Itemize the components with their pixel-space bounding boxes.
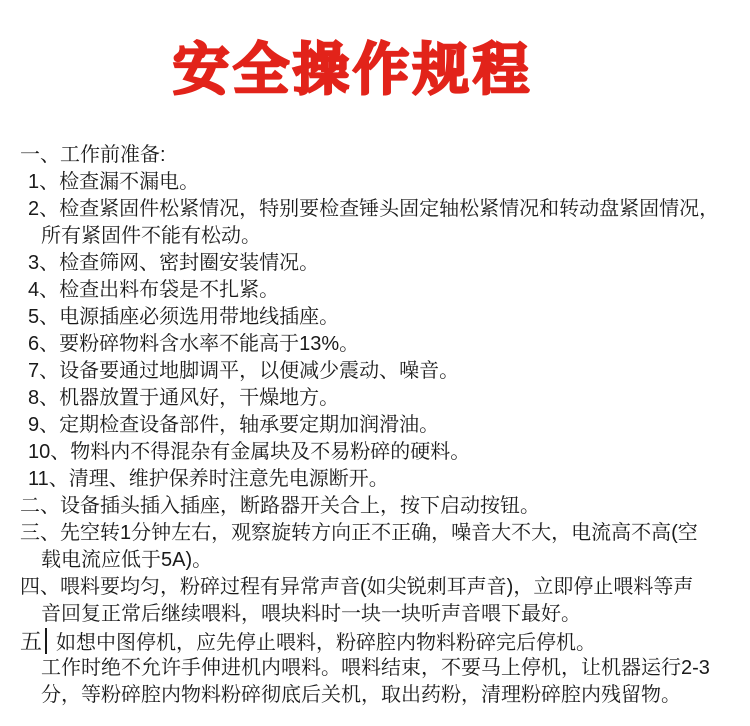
line-marker: 5、 <box>28 306 60 328</box>
line-marker: 11、 <box>28 468 69 490</box>
line-text: 分，等粉碎腔内物料粉碎彻底后关机，取出药粉，清理粉碎腔内残留物。 <box>41 684 681 706</box>
procedure-line <box>0 304 750 331</box>
line-marker: 8、 <box>28 387 60 409</box>
line-text: 电源插座必须选用带地线插座。 <box>59 306 340 328</box>
line-marker: 二、 <box>20 495 60 517</box>
line-marker: 五 <box>20 629 43 654</box>
line-marker: 9、 <box>28 414 60 436</box>
line-text: 物料内不得混杂有金属块及不易粉碎的硬料。 <box>70 441 471 463</box>
procedure-line <box>0 439 750 466</box>
line-text: 机器放置于通风好，干燥地方。 <box>59 387 340 409</box>
procedure-line <box>0 493 750 520</box>
procedure-line <box>0 358 750 385</box>
line-text: 设备要通过地脚调平，以便减少震动、噪音。 <box>59 360 460 382</box>
procedure-line <box>0 196 750 223</box>
procedure-line <box>0 574 750 601</box>
procedure-line <box>0 331 750 358</box>
procedure-line <box>0 655 750 682</box>
line-text: 工作时绝不允许手伸进机内喂料。喂料结束，不要马上停机，让机器运行2-3 <box>41 657 710 679</box>
line-text: 检查漏不漏电。 <box>59 171 200 193</box>
line-text: 如想中图停机，应先停止喂料，粉碎腔内物料粉碎完后停机。 <box>56 632 597 654</box>
procedure-line <box>0 682 750 709</box>
line-text: 工作前准备: <box>60 144 166 166</box>
line-marker: 2、 <box>28 198 60 220</box>
procedure-line <box>0 412 750 439</box>
procedure-line <box>0 628 750 655</box>
procedure-line <box>0 277 750 304</box>
line-text: 先空转1分钟左右，观察旋转方向正不正确，噪音大不大，电流高不高(空 <box>60 522 698 544</box>
line-text: 定期检查设备部件，轴承要定期加润滑油。 <box>59 414 440 436</box>
procedure-line <box>0 547 750 574</box>
procedure-list <box>0 142 750 709</box>
procedure-line <box>0 223 750 250</box>
line-text: 所有紧固件不能有松动。 <box>41 225 261 247</box>
page-title: 安全操作规程 <box>173 38 533 101</box>
line-marker: 三、 <box>20 522 60 544</box>
line-text: 检查筛网、密封圈安装情况。 <box>59 252 320 274</box>
line-marker: 一、 <box>20 144 60 166</box>
line-marker: 10、 <box>28 441 71 463</box>
line-text: 要粉碎物料含水率不能高于13%。 <box>59 333 360 355</box>
line-text: 喂料要均匀，粉碎过程有异常声音(如尖锐刺耳声音)，立即停止喂料等声 <box>60 576 694 598</box>
procedure-line <box>0 250 750 277</box>
line-marker: 6、 <box>28 333 60 355</box>
procedure-line <box>0 142 750 169</box>
line-marker: 1、 <box>28 171 60 193</box>
procedure-line <box>0 385 750 412</box>
procedure-line <box>0 601 750 628</box>
procedure-line <box>0 520 750 547</box>
procedure-line <box>0 466 750 493</box>
procedure-line <box>0 169 750 196</box>
line-marker: 4、 <box>28 279 60 301</box>
line-text: 检查紧固件松紧情况，特别要检查锤头固定轴松紧情况和转动盘紧固情况， <box>59 198 720 220</box>
line-text: 清理、维护保养时注意先电源断开。 <box>68 468 389 490</box>
line-marker: 3、 <box>28 252 60 274</box>
text-cursor-bar <box>45 628 47 654</box>
line-text: 载电流应低于5A)。 <box>41 549 213 571</box>
line-marker: 四、 <box>20 576 60 598</box>
line-text: 检查出料布袋是不扎紧。 <box>59 279 280 301</box>
line-text: 设备插头插入插座，断路器开关合上，按下启动按钮。 <box>60 495 540 517</box>
line-marker: 7、 <box>28 360 60 382</box>
line-text: 音回复正常后继续喂料，喂块料时一块一块听声音喂下最好。 <box>41 603 581 625</box>
